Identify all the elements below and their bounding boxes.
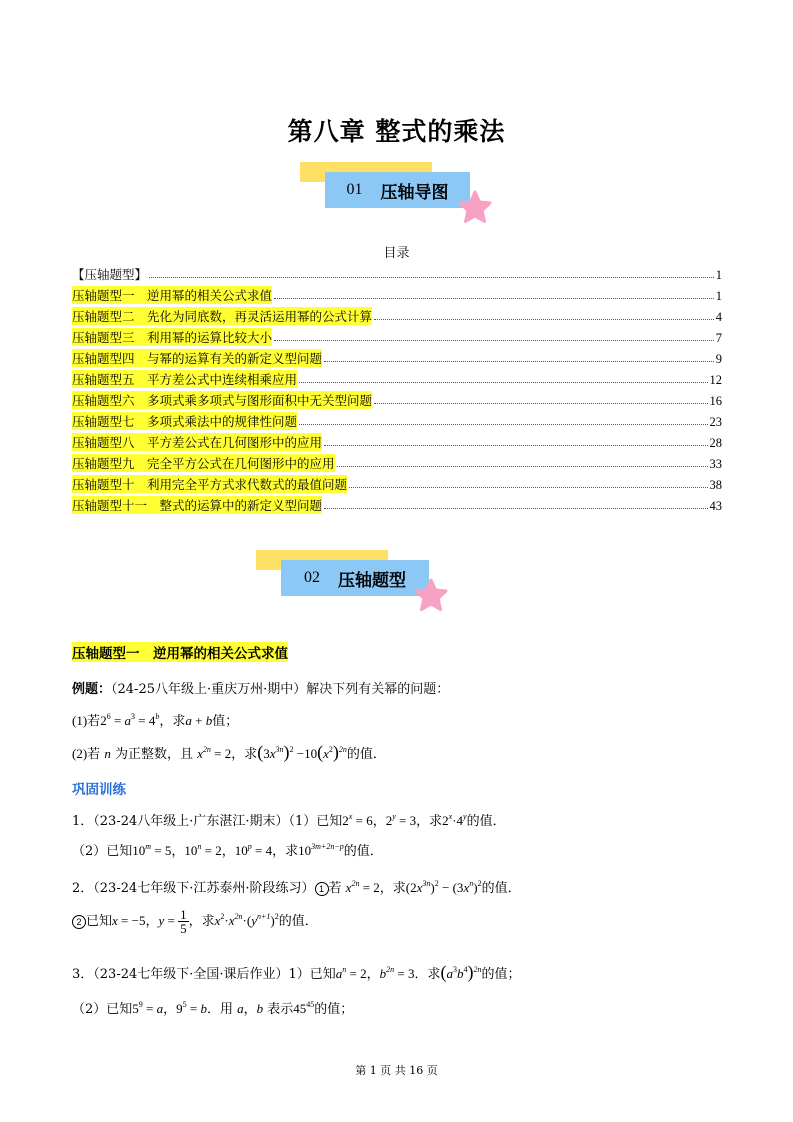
- toc-item-page: 28: [709, 436, 722, 450]
- toc-item-label: 压轴题型四 与幂的运算有关的新定义型问题: [72, 351, 323, 366]
- toc-leader-dots: [299, 381, 707, 383]
- toc-item-page: 9: [715, 352, 722, 366]
- question-3-part-2: （2）已知$5^9 = a$，$9^5 = b$．用 a，b 表示$45^{45}$的值；: [72, 1000, 354, 1017]
- toc-item[interactable]: [72, 262, 722, 283]
- question-3-part-1: 3．（23-24七年级下·全国·课后作业）1）已知$a^n = 2$，$b^{2n} = 3$．求$(a^3b^4)^{2n}$的值；: [72, 962, 521, 982]
- banner-number: 02: [304, 569, 320, 586]
- toc-item[interactable]: [72, 283, 722, 304]
- question-2-part-2: 2 已知x = −5，y = $\frac{1}{5}$ ，求$x^2\cdot x^{2n}\cdot(y^{n+1})^2$的值．: [72, 908, 318, 935]
- question-1-part-2: （2）已知$10^m = 5$，$10^n = 2$，$10^p = 4$，求$10^{3m+2n-p}$的值．: [72, 842, 383, 859]
- toc-item-page: 1: [715, 268, 722, 282]
- question-1-part-1: 1．（23-24八年级上·广东湛江·期末）（1）已知$2^x = 6$，$2^y = 3$，求$2^x\cdot 4^y$的值．: [72, 812, 506, 829]
- toc-item-page: 1: [715, 289, 722, 303]
- toc-item-label: 压轴题型二 先化为同底数，再灵活运用幂的公式计算: [72, 309, 373, 324]
- example-part-1: (1)若$2^6 = a^3 = 4^b$，求a + b值；: [72, 712, 239, 729]
- toc-item-label: 压轴题型五 平方差公式中连续相乘应用: [72, 372, 298, 387]
- toc-item[interactable]: [72, 430, 722, 451]
- banner-label: 压轴导图: [380, 182, 449, 203]
- example-label: 例题：: [72, 682, 112, 697]
- toc-leader-dots: [374, 318, 714, 320]
- toc-item-label: 【压轴题型】: [72, 267, 148, 282]
- table-of-contents: [72, 262, 722, 514]
- question-3-source: 3．（23-24七年级下·全国·课后作业）1）已知: [72, 967, 336, 982]
- toc-leader-dots: [324, 444, 707, 446]
- toc-item-page: 12: [709, 373, 722, 387]
- example-intro: [72, 678, 449, 697]
- toc-item-label: 压轴题型十一 整式的运算中的新定义型问题: [72, 498, 323, 513]
- toc-item-page: 16: [709, 394, 722, 408]
- star-icon: [458, 190, 492, 224]
- banner-label: 压轴题型: [338, 570, 406, 591]
- question-1-source: 1．（23-24八年级上·广东湛江·期末）（1）已知: [72, 814, 343, 829]
- toc-item-page: 4: [715, 310, 722, 324]
- toc-leader-dots: [274, 297, 714, 299]
- banner-section-02: [281, 560, 429, 596]
- toc-item-label: 压轴题型八 平方差公式在几何图形中的应用: [72, 435, 323, 450]
- toc-item-page: 43: [709, 499, 722, 513]
- toc-item[interactable]: [72, 409, 722, 430]
- toc-item[interactable]: [72, 493, 722, 514]
- question-2-source: 2．（23-24七年级下·江苏泰州·阶段练习）: [72, 881, 315, 896]
- toc-leader-dots: [324, 507, 707, 509]
- star-icon: [414, 578, 448, 612]
- toc-leader-dots: [349, 486, 707, 488]
- toc-leader-dots: [299, 423, 707, 425]
- section-heading: 压轴题型一 逆用幂的相关公式求值: [72, 642, 288, 662]
- toc-leader-dots: [337, 465, 708, 467]
- toc-heading: 目录: [383, 246, 410, 261]
- toc-item[interactable]: [72, 346, 722, 367]
- banner-section-01: [325, 172, 470, 208]
- consolidate-heading: 巩固训练: [72, 782, 126, 798]
- toc-leader-dots: [274, 339, 714, 341]
- toc-item-label: 压轴题型三 利用幂的运算比较大小: [72, 330, 273, 345]
- example-source: （24-25八年级上·重庆万州·期中）解决下列有关幂的问题：: [111, 682, 450, 697]
- toc-item-page: 23: [709, 415, 722, 429]
- toc-item[interactable]: [72, 304, 722, 325]
- toc-leader-dots: [324, 360, 714, 362]
- toc-item-page: 7: [715, 331, 722, 345]
- toc-item-label: 压轴题型九 完全平方公式在几何图形中的应用: [72, 456, 335, 471]
- toc-item-label: 压轴题型十 利用完全平方式求代数式的最值问题: [72, 477, 348, 492]
- toc-leader-dots: [374, 402, 707, 404]
- toc-item-label: 压轴题型一 逆用幂的相关公式求值: [72, 288, 273, 303]
- page-title: 第八章 整式的乘法: [287, 117, 506, 146]
- toc-item[interactable]: [72, 472, 722, 493]
- page-footer: 第 1 页 共 16 页: [355, 1064, 438, 1077]
- toc-item[interactable]: [72, 325, 722, 346]
- toc-leader-dots: [149, 276, 714, 278]
- example-part-2: (2)若 n 为正整数，且 $x^{2n} = 2$，求$(3x^{3n})^2 -10(x^2)^{2n}$的值．: [72, 742, 386, 762]
- toc-item-page: 33: [709, 457, 722, 471]
- toc-item[interactable]: [72, 367, 722, 388]
- toc-item-page: 38: [709, 478, 722, 492]
- banner-number: 01: [346, 181, 363, 198]
- toc-item-label: 压轴题型七 多项式乘法中的规律性问题: [72, 414, 298, 429]
- toc-item-label: 压轴题型六 多项式乘多项式与图形面积中无关型问题: [72, 393, 373, 408]
- toc-item[interactable]: [72, 388, 722, 409]
- question-2-part-1: 2．（23-24七年级下·江苏泰州·阶段练习） 1 若 $x^{2n} = 2$，求$(2x^{3n})^2 - (3x^n)^2$的值．: [72, 879, 521, 896]
- toc-item[interactable]: [72, 451, 722, 472]
